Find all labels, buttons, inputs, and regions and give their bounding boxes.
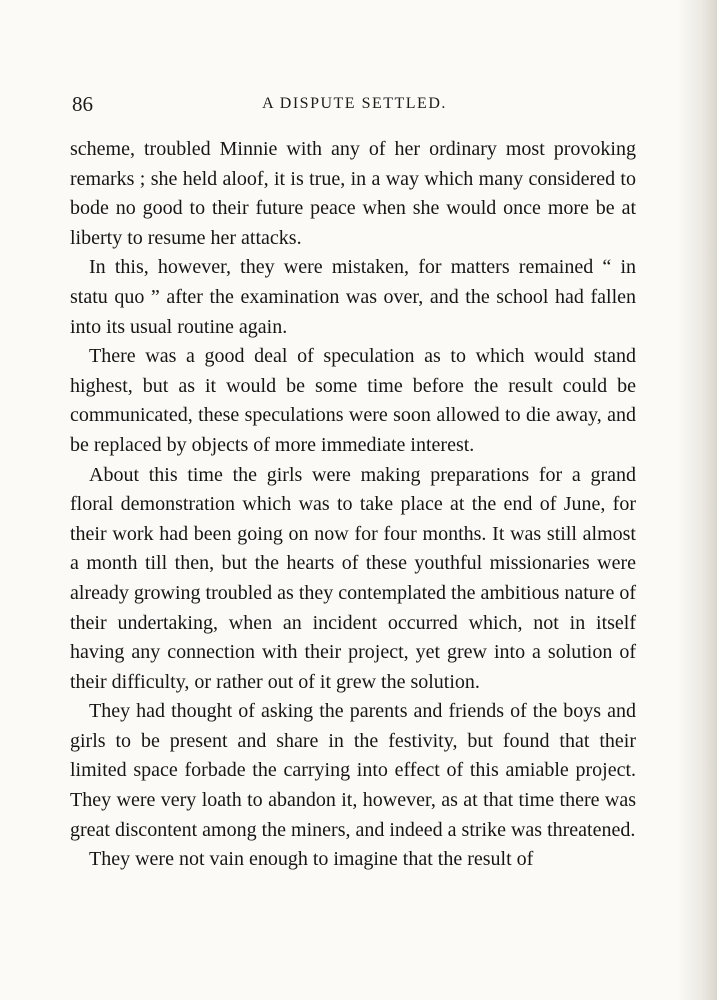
page-edge-shadow [677, 0, 717, 1000]
running-title: A DISPUTE SETTLED. [262, 95, 447, 112]
body-text [70, 135, 636, 875]
paragraph: They had thought of asking the parents and friends of the boys and girls to be present and share in the festivity, but found that their limited space forbade the carrying into effect of this amiable project. They were very loath to abandon it, however, as at that time there was great discontent among the miners, and indeed a strike was threatened. [70, 700, 636, 841]
page-number: 86 [72, 92, 93, 116]
running-head [72, 92, 637, 122]
paragraph: They were not vain enough to imagine that the result of [89, 848, 534, 871]
paragraph: About this time the girls were making preparations for a grand floral demonstration which was to take place at the end of June, for their work had been going on now for four months. It was still almost a month till then, but the hearts of these youthful missionaries were already growing troubled as they contemplated the ambitious nature of their undertaking, when an incident occurred which, not in itself having any connection with their project, yet grew into a solution of their difficulty, or rather out of it grew the solution. [70, 463, 636, 693]
paragraph: There was a good deal of speculation as to which would stand highest, but as it would be some time before the result could be communicated, these speculations were soon allowed to die away, and be replaced by objects of more immediate interest. [70, 345, 636, 456]
paragraph: In this, however, they were mistaken, for matters remained “ in statu quo ” after the examination was over, and the school had fallen into its usual routine again. [70, 256, 636, 338]
paragraph-continuation: scheme, troubled Minnie with any of her ordinary most provoking remarks ; she held aloof, it is true, in a way which many considered to bode no good to their future peace when she would once more be at liberty to resume her attacks. [70, 138, 636, 249]
